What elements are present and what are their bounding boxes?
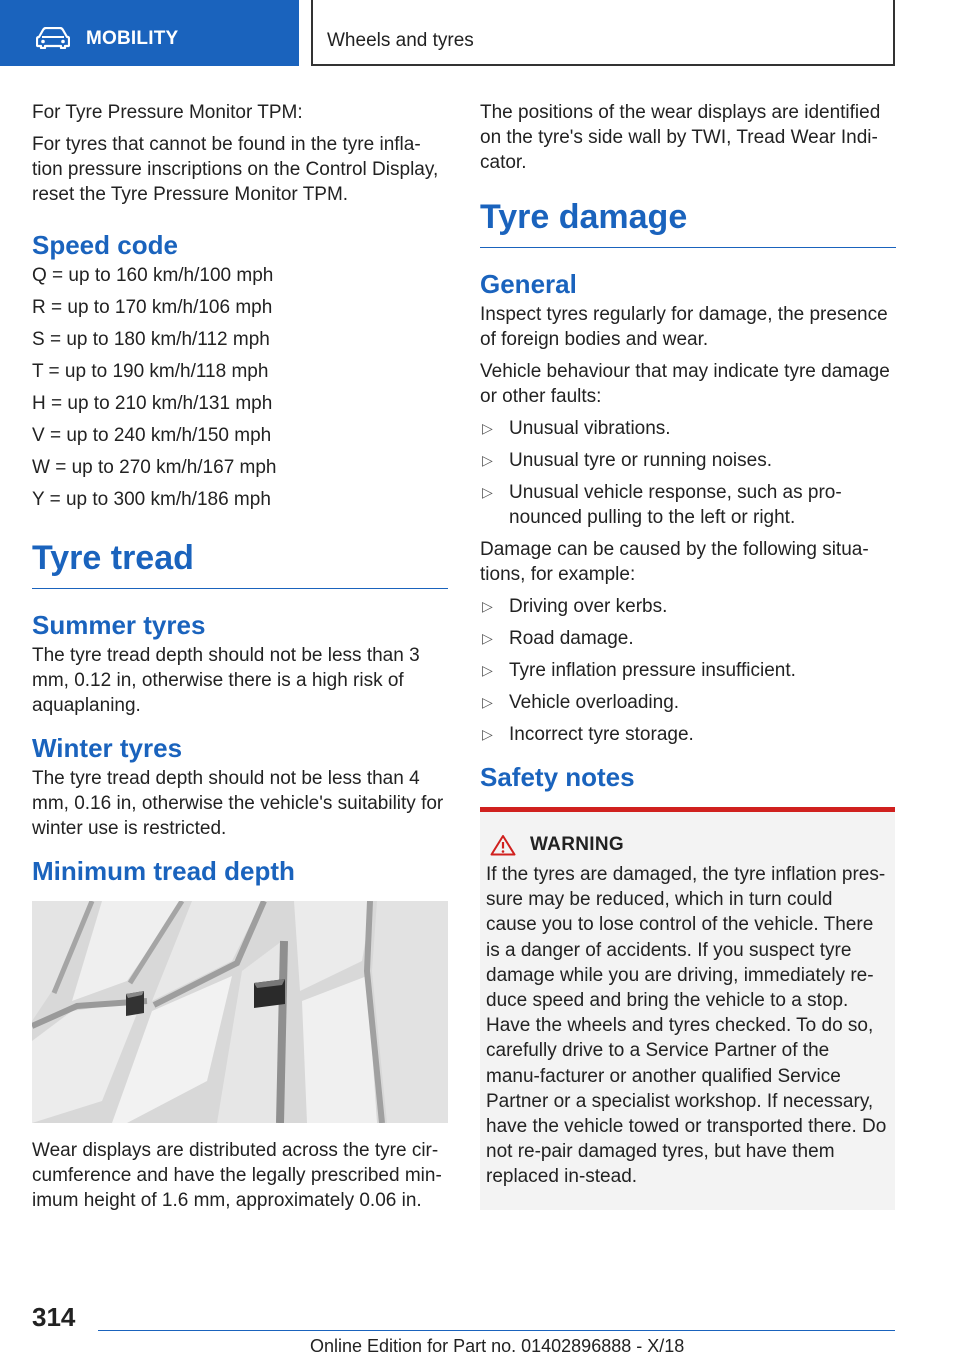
speed-code-list [32,263,448,512]
tpm-intro: For Tyre Pressure Monitor TPM: [32,102,303,123]
warning-text: If the tyres are damaged, the tyre inflation pres-sure may be reduced, which in turn could cause you to lose control of the vehicle. There is a danger of accidents. If you suspect tyre damage while you are driving, immediately re-duce speed and bring the vehicle to a stop. Have the wheels and tyres checked. To do so, carefully drive to a Service Partner of the manu-facturer or another qualified Service Partner or a specialist workshop. If necessary, have the vehicle towed or transported there. Do not re-pair damaged tyres, but have them replaced in-stead. [486,864,887,1188]
winter-tyres-heading: Winter tyres [32,733,183,763]
list-item: ▷ Unusual vibrations. [482,418,671,439]
edition-text: Online Edition for Part no. 01402896888 - X/18 [310,1336,685,1356]
summer-tyres-text: The tyre tread depth should not be less than 3 mm, 0.12 in, otherwise there is a high risk of aquaplaning. [32,645,420,716]
triangle-bullet-icon: ▷ [482,598,493,614]
warning-box [480,807,895,1210]
warning-triangle-icon [490,834,516,856]
list-item: ▷ Tyre inflation pressure insufficient. [482,660,796,681]
triangle-bullet-icon: ▷ [482,662,493,678]
left-column [32,100,448,1220]
min-tread-depth-heading: Minimum tread depth [32,856,295,886]
triangle-bullet-icon: ▷ [482,484,493,500]
page-number: 314 [32,1302,76,1332]
speed-code-heading: Speed code [32,230,178,260]
speed-code-item: Q = up to 160 km/h/100 mph [32,265,274,286]
triangle-bullet-icon: ▷ [482,420,493,436]
triangle-bullet-icon: ▷ [482,694,493,710]
car-icon [36,27,70,49]
speed-code-item: T = up to 190 km/h/118 mph [32,361,269,382]
page-header [0,0,960,66]
list-item: ▷ Unusual vehicle response, such as pro-nounced pulling to the left or right. [482,482,842,528]
list-item: ▷ Road damage. [482,628,634,649]
speed-code-item: R = up to 170 km/h/106 mph [32,297,273,318]
list-item: ▷ Unusual tyre or running noises. [482,450,772,471]
tpm-text: For tyres that cannot be found in the tyre infla-tion pressure inscriptions on the Control Display, reset the Tyre Pressure Monitor TPM. [32,134,439,205]
inspect-text: Inspect tyres regularly for damage, the presence of foreign bodies and wear. [480,304,888,350]
wear-displays-text: Wear displays are distributed across the tyre cir-cumference and have the legally prescribed min-imum height of 1.6 mm, approximately 0.06 in. [32,1140,442,1211]
right-column [480,100,896,1210]
tyre-tread-heading: Tyre tread [32,538,448,589]
triangle-bullet-icon: ▷ [482,452,493,468]
wear-positions-text: The positions of the wear displays are identified on the tyre's side wall by TWI, Tread Wear Indi-cator. [480,102,881,173]
causes-text: Damage can be caused by the following situa-tions, for example: [480,539,869,585]
speed-code-item: Y = up to 300 km/h/186 mph [32,489,271,510]
winter-tyres-text: The tyre tread depth should not be less than 4 mm, 0.16 in, otherwise the vehicle's suitability for winter use is restricted. [32,768,444,839]
summer-tyres-heading: Summer tyres [32,610,206,640]
list-item: ▷ Incorrect tyre storage. [482,724,694,745]
behaviour-list [480,416,896,530]
list-item: ▷ Vehicle overloading. [482,692,680,713]
chapter-label: MOBILITY [86,28,179,49]
warning-header [488,834,887,856]
triangle-bullet-icon: ▷ [482,726,493,742]
tyre-damage-heading: Tyre damage [480,197,896,248]
speed-code-item: S = up to 180 km/h/112 mph [32,329,270,350]
speed-code-item: V = up to 240 km/h/150 mph [32,425,272,446]
safety-notes-heading: Safety notes [480,762,635,792]
speed-code-item: W = up to 270 km/h/167 mph [32,457,277,478]
behaviour-text: Vehicle behaviour that may indicate tyre damage or other faults: [480,361,890,407]
tyre-tread-wear-indicator-image [32,901,448,1123]
speed-code-item: H = up to 210 km/h/131 mph [32,393,273,414]
warning-title: WARNING [530,834,624,855]
section-label: Wheels and tyres [327,30,474,51]
section-tab [311,0,895,66]
triangle-bullet-icon: ▷ [482,630,493,646]
causes-list [480,594,896,747]
list-item: ▷ Driving over kerbs. [482,596,668,617]
footer-divider [98,1330,895,1331]
chapter-tab-mobility [0,0,299,66]
general-heading: General [480,269,577,299]
